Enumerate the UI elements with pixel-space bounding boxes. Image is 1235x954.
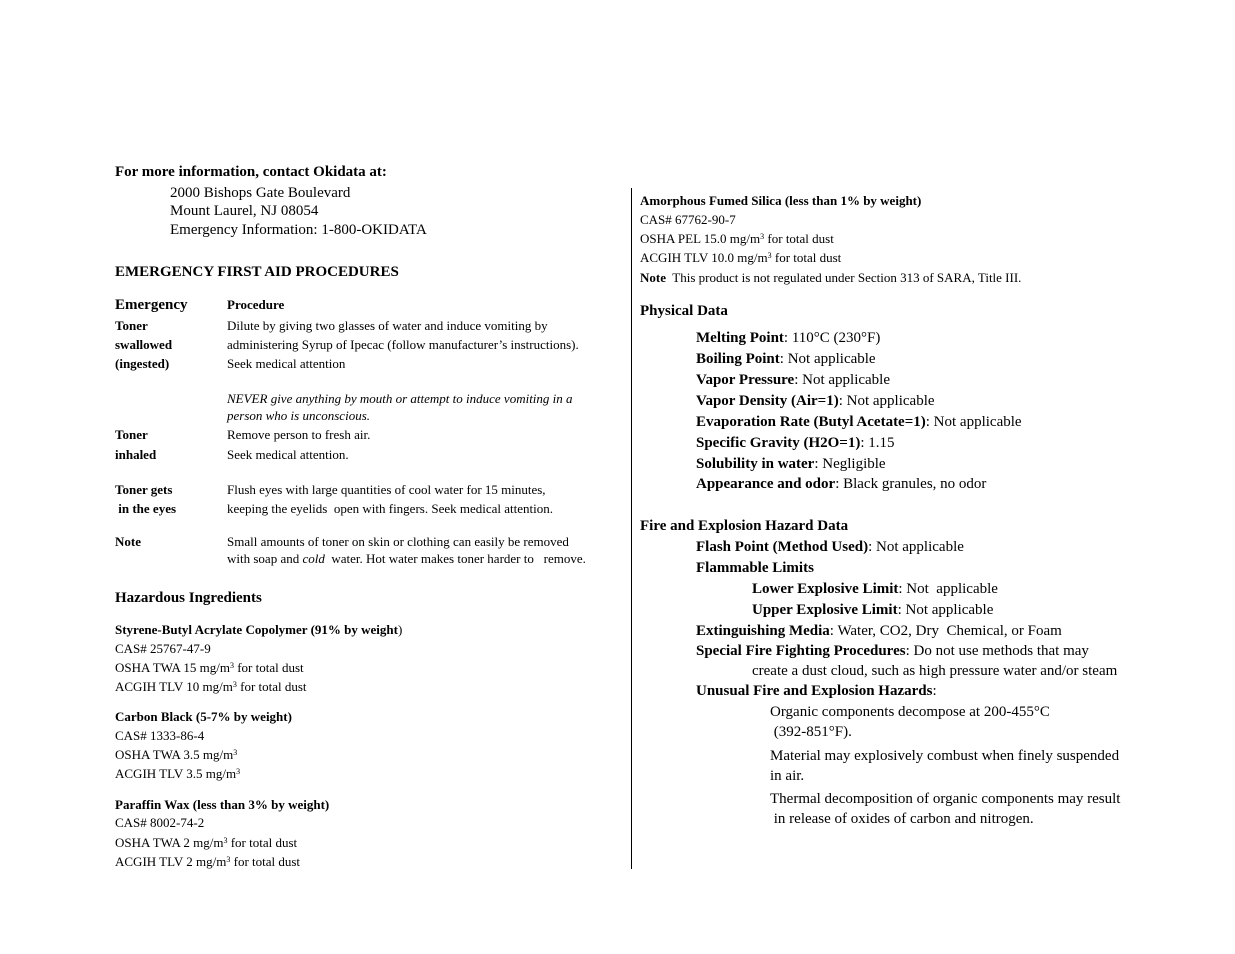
special-procedures xyxy=(696,643,1089,660)
physical-item-label: Vapor Density (Air=1) xyxy=(696,393,839,409)
sara-note xyxy=(640,270,1021,286)
styrene-title xyxy=(115,622,402,638)
hazardous-heading: Hazardous Ingredients xyxy=(115,590,262,606)
physical-item-label: Specific Gravity (H2O=1) xyxy=(696,435,861,451)
media-label: Extinguishing Media xyxy=(696,623,830,639)
warning-never: NEVER xyxy=(227,391,268,406)
inhaled-procedure-line2: Seek medical attention. xyxy=(227,447,349,462)
silica-title: Amorphous Fumed Silica (less than 1% by weight) xyxy=(640,193,922,208)
note-line2-cold: cold xyxy=(302,551,325,566)
swallowed-label-line2: swallowed xyxy=(115,337,173,352)
unusual-hazards xyxy=(696,683,937,700)
carbon-osha-text: OSHA TWA 3.5 mg/m xyxy=(115,747,234,762)
silica-osha-text: OSHA PEL 15.0 mg/m xyxy=(640,231,761,246)
special-value: : Do not use methods that may xyxy=(905,643,1089,659)
paraffin-cas: CAS# 8002-74-2 xyxy=(115,815,205,830)
swallowed-procedure-line2: administering Syrup of Ipecac (follow manufacturer’s instructions). xyxy=(227,337,579,352)
paraffin-acgih-suffix: for total dust xyxy=(230,854,301,869)
paraffin-title: Paraffin Wax (less than 3% by weight) xyxy=(115,797,330,812)
physical-item-label: Evaporation Rate (Butyl Acetate=1) xyxy=(696,414,926,430)
silica-acgih xyxy=(640,250,841,266)
sara-note-text: This product is not regulated under Section 313 of SARA, Title III. xyxy=(666,270,1022,285)
hazard1-line2: (392-851°F). xyxy=(770,724,852,740)
note-line2-start: with soap and xyxy=(227,551,303,566)
hazard2-line2: in air. xyxy=(770,768,805,784)
hazard3-line1: Thermal decomposition of organic components may result xyxy=(770,791,1121,807)
paraffin-osha-suffix: for total dust xyxy=(227,835,298,850)
swallowed-procedure-line3: Seek medical attention xyxy=(227,356,346,371)
note-line2 xyxy=(227,551,586,567)
lel-label: Lower Explosive Limit xyxy=(752,581,899,597)
warning-text: give anything by mouth or attempt to induce vomiting in a xyxy=(267,391,573,406)
paraffin-acgih xyxy=(115,854,300,870)
note-label: Note xyxy=(115,534,141,549)
physical-item-value: : Not applicable xyxy=(925,414,1022,430)
physical-item-label: Melting Point xyxy=(696,330,784,346)
first-aid-heading: EMERGENCY FIRST AID PROCEDURES xyxy=(115,264,399,280)
lel-value: : Not applicable xyxy=(898,581,998,597)
carbon-acgih-text: ACGIH TLV 3.5 mg/m xyxy=(115,766,237,781)
extinguishing-media xyxy=(696,623,1062,640)
swallowed-warning-line1 xyxy=(227,391,573,407)
flash-point-label: Flash Point (Method Used) xyxy=(696,539,869,555)
uel-value: : Not applicable xyxy=(897,602,994,618)
silica-acgih-text: ACGIH TLV 10.0 mg/m xyxy=(640,250,768,265)
silica-osha-suffix: for total dust xyxy=(764,231,834,246)
physical-item-boiling-point xyxy=(696,351,876,368)
carbon-osha xyxy=(115,747,237,763)
physical-item-label: Vapor Pressure xyxy=(696,372,795,388)
carbon-osha-sup: 3 xyxy=(233,748,238,757)
note-line1: Small amounts of toner on skin or clothing can easily be removed xyxy=(227,534,569,549)
paraffin-osha-text: OSHA TWA 2 mg/m xyxy=(115,835,224,850)
styrene-acgih-sup: 3 xyxy=(232,680,237,689)
silica-acgih-suffix: for total dust xyxy=(771,250,842,265)
physical-item-appearance xyxy=(696,476,986,493)
upper-explosive-limit xyxy=(752,602,993,619)
swallowed-label-line3: (ingested) xyxy=(115,356,170,371)
styrene-title-close: ) xyxy=(397,622,403,637)
special-procedures-line2: create a dust cloud, such as high pressure water and/or steam xyxy=(752,663,1118,679)
contact-address-line2: Mount Laurel, NJ 08054 xyxy=(170,203,319,219)
physical-item-label: Solubility in water xyxy=(696,456,815,472)
eyes-label-line1: Toner gets xyxy=(115,482,173,497)
styrene-acgih-text: ACGIH TLV 10 mg/m xyxy=(115,679,233,694)
paraffin-acgih-text: ACGIH TLV 2 mg/m xyxy=(115,854,227,869)
carbon-cas: CAS# 1333-86-4 xyxy=(115,728,205,743)
hazard3-line2: in release of oxides of carbon and nitrogen. xyxy=(770,811,1034,827)
physical-item-melting-point xyxy=(696,330,880,347)
column-header-emergency: Emergency xyxy=(115,297,188,313)
swallowed-procedure-line1: Dilute by giving two glasses of water and induce vomiting by xyxy=(227,318,548,333)
silica-acgih-sup: 3 xyxy=(767,251,772,260)
silica-osha-sup: 3 xyxy=(760,232,765,241)
physical-data-heading: Physical Data xyxy=(640,303,728,319)
media-value: : Water, CO2, Dry Chemical, or Foam xyxy=(829,623,1062,639)
physical-item-value: : 110°C (230°F) xyxy=(783,330,881,346)
special-label: Special Fire Fighting Procedures xyxy=(696,643,906,659)
physical-item-vapor-density xyxy=(696,393,935,410)
flash-point xyxy=(696,539,964,556)
eyes-procedure-line2: keeping the eyelids open with fingers. Seek medical attention. xyxy=(227,501,553,516)
note-line2-end: water. Hot water makes toner harder to remove. xyxy=(324,551,586,566)
styrene-acgih-suffix: for total dust xyxy=(236,679,307,694)
carbon-acgih-sup: 3 xyxy=(236,767,241,776)
flammable-limits-label: Flammable Limits xyxy=(696,560,814,576)
styrene-osha-sup: 3 xyxy=(229,661,234,670)
unusual-label: Unusual Fire and Explosion Hazards xyxy=(696,683,933,699)
paraffin-osha-sup: 3 xyxy=(223,836,228,845)
column-header-procedure: Procedure xyxy=(227,297,285,312)
paraffin-osha xyxy=(115,835,297,851)
physical-item-value: : Not applicable xyxy=(794,372,891,388)
physical-item-value: : Not applicable xyxy=(779,351,876,367)
column-divider xyxy=(631,188,632,869)
swallowed-warning-line2: person who is unconscious. xyxy=(227,408,370,423)
carbon-title: Carbon Black (5-7% by weight) xyxy=(115,709,292,724)
physical-item-value: : Negligible xyxy=(814,456,886,472)
unusual-colon: : xyxy=(932,683,937,699)
inhaled-label-line1: Toner xyxy=(115,427,148,442)
styrene-title-text: Styrene-Butyl Acrylate Copolymer (91% by weight xyxy=(115,622,398,637)
physical-item-vapor-pressure xyxy=(696,372,890,389)
styrene-cas: CAS# 25767-47-9 xyxy=(115,641,211,656)
physical-item-label: Boiling Point xyxy=(696,351,780,367)
uel-label: Upper Explosive Limit xyxy=(752,602,898,618)
inhaled-label-line2: inhaled xyxy=(115,447,157,462)
paraffin-acgih-sup: 3 xyxy=(226,855,231,864)
fire-heading: Fire and Explosion Hazard Data xyxy=(640,518,849,534)
styrene-osha xyxy=(115,660,304,676)
styrene-osha-suffix: for total dust xyxy=(233,660,304,675)
physical-item-evaporation-rate xyxy=(696,414,1022,431)
hazard1-line1: Organic components decompose at 200-455°C xyxy=(770,704,1050,720)
physical-item-value: : Not applicable xyxy=(838,393,935,409)
contact-address-line1: 2000 Bishops Gate Boulevard xyxy=(170,185,351,201)
silica-cas: CAS# 67762-90-7 xyxy=(640,212,736,227)
styrene-acgih xyxy=(115,679,307,695)
swallowed-label-line1: Toner xyxy=(115,318,148,333)
physical-item-solubility xyxy=(696,456,886,473)
hazard2-line1: Material may explosively combust when finely suspended xyxy=(770,748,1120,764)
silica-osha xyxy=(640,231,834,247)
styrene-osha-text: OSHA TWA 15 mg/m xyxy=(115,660,230,675)
physical-item-value: : 1.15 xyxy=(860,435,895,451)
carbon-acgih xyxy=(115,766,240,782)
physical-item-value: : Black granules, no odor xyxy=(835,476,987,492)
inhaled-procedure-line1: Remove person to fresh air. xyxy=(227,427,371,442)
eyes-procedure-line1: Flush eyes with large quantities of cool water for 15 minutes, xyxy=(227,482,546,497)
sara-note-label: Note xyxy=(640,270,666,285)
contact-emergency-phone: Emergency Information: 1-800-OKIDATA xyxy=(170,222,427,238)
flash-point-value: : Not applicable xyxy=(868,539,964,555)
physical-item-specific-gravity xyxy=(696,435,895,452)
lower-explosive-limit xyxy=(752,581,998,598)
contact-heading: For more information, contact Okidata at: xyxy=(115,164,387,180)
eyes-label-line2: in the eyes xyxy=(115,501,177,516)
physical-item-label: Appearance and odor xyxy=(696,476,836,492)
